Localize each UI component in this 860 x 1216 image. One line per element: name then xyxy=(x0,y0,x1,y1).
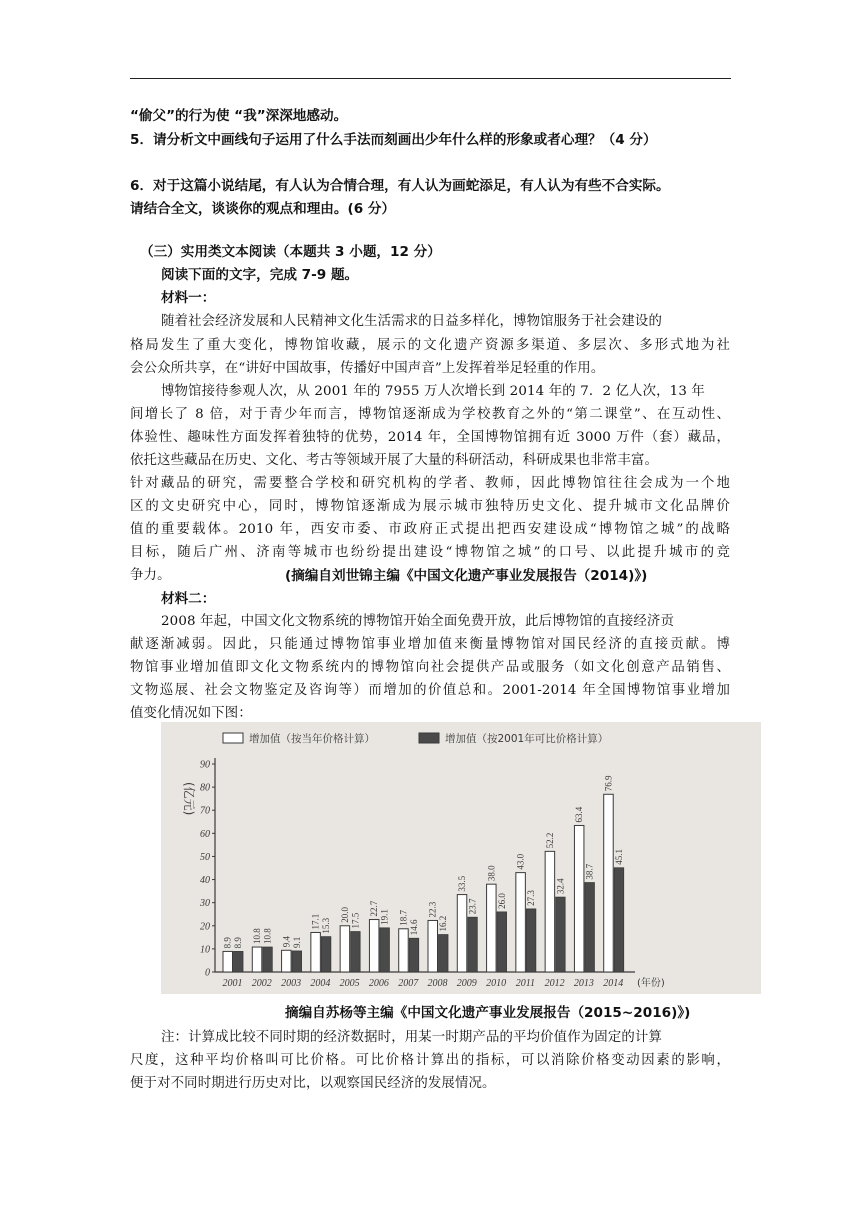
value-label-comparable-2009: 23.7 xyxy=(467,898,478,915)
bar-current-2003 xyxy=(282,950,292,972)
y-axis-label: (亿元) xyxy=(182,782,196,816)
section-3-heading: （三）实用类文本阅读（本题共 3 小题，12 分） xyxy=(140,244,441,260)
bar-current-2008 xyxy=(428,920,438,972)
value-label-comparable-2008: 16.2 xyxy=(438,915,449,932)
x-tick-label-2012: 2012 xyxy=(544,978,565,989)
y-tick-label: 60 xyxy=(200,828,210,840)
bar-current-2011 xyxy=(516,873,526,972)
material-1-p2-line-6: 区的文史研究中心，同时，博物馆逐渐成为展示城市独特历史文化、提升城市文化品牌价 xyxy=(130,499,730,514)
bar-comparable-2006 xyxy=(380,928,390,972)
bar-current-2010 xyxy=(487,884,497,972)
bar-comparable-2014 xyxy=(614,868,624,972)
material-2-p1-line-3: 物馆事业增加值即文化文物系统内的博物馆向社会提供产品或服务（如文化创意产品销售、 xyxy=(130,660,730,675)
material-2-p1-line-4: 文物巡展、社会文物鉴定及咨询等）而增加的价值总和。2001-2014 年全国博物馆事业增加 xyxy=(130,683,730,698)
value-label-comparable-2011: 27.3 xyxy=(526,890,537,906)
x-axis-label: (年份) xyxy=(637,978,665,989)
value-label-current-2009: 33.5 xyxy=(457,875,468,892)
section-instruction: 阅读下面的文字，完成 7-9 题。 xyxy=(161,267,359,283)
material-1-p2-line-3: 体验性、趣味性方面发挥着独特的优势，2014 年，全国博物馆拥有近 3000 万件（套）藏品， xyxy=(130,430,730,445)
bar-current-2009 xyxy=(457,895,467,972)
x-tick-label-2009: 2009 xyxy=(456,978,477,989)
material-1-source: (摘编自刘世锦主编《中国文化遗产事业发展报告（2014)》) xyxy=(285,568,648,584)
legend-label-1: 增加值（按当年价格计算） xyxy=(249,733,375,745)
value-label-comparable-2001: 8.9 xyxy=(233,937,244,949)
y-tick-label: 30 xyxy=(200,898,210,910)
x-tick-label-2011: 2011 xyxy=(515,978,535,989)
bar-comparable-2007 xyxy=(409,938,419,972)
chart-photo xyxy=(161,722,761,994)
legend-label-2: 增加值（按2001年可比价格计算） xyxy=(445,733,609,745)
material-1-p2-line-4: 依托这些藏品在历史、文化、考古等领域开展了大量的科研活动，科研成果也非常丰富。 xyxy=(130,453,659,468)
bar-current-2004 xyxy=(311,932,321,972)
value-label-current-2012: 52.2 xyxy=(544,832,555,849)
material-1-p2-line-1: 博物馆接待参观人次，从 2001 年的 7955 万人次增长到 2014 年的 7．2 亿人次，13 年 xyxy=(161,384,705,399)
bar-comparable-2001 xyxy=(234,951,244,972)
x-tick-label-2005: 2005 xyxy=(339,978,360,989)
material-2-p1-line-1: 2008 年起，中国文化文物系统的博物馆开始全面免费开放，此后博物馆的直接经济贡 xyxy=(161,614,675,629)
material-2-p1-line-2: 献逐渐减弱。因此，只能通过博物馆事业增加值来衡量博物馆对国民经济的直接贡献。博 xyxy=(130,637,730,652)
value-label-comparable-2007: 14.6 xyxy=(408,919,419,936)
material-1-p2-line-9: 争力。 xyxy=(130,568,171,583)
bar-current-2002 xyxy=(252,947,262,972)
note-line-1: 注：计算成比较不同时期的经济数据时，用某一时期产品的平均价值作为固定的计算 xyxy=(161,1030,663,1045)
material-1-p2-line-7: 值的重要载体。2010 年，西安市委、市政府正式提出把西安建设成“博物馆之城”的战略 xyxy=(130,522,730,537)
x-tick-label-2001: 2001 xyxy=(222,978,243,989)
material-1-p1-line-1: 随着社会经济发展和人民精神文化生活需求的日益多样化，博物馆服务于社会建设的 xyxy=(161,314,663,329)
value-label-comparable-2014: 45.1 xyxy=(613,849,624,865)
value-label-comparable-2012: 32.4 xyxy=(555,878,566,895)
bar-comparable-2003 xyxy=(292,951,302,972)
material-2-heading: 材料二： xyxy=(161,591,216,607)
bar-chart xyxy=(161,722,761,994)
y-tick-label: 20 xyxy=(200,921,210,933)
bar-current-2012 xyxy=(545,851,555,972)
material-2-p1-line-5: 值变化情况如下图： xyxy=(130,706,252,721)
bar-comparable-2010 xyxy=(497,912,507,972)
material-1-p1-line-3: 会公众所共享，在“讲好中国故事，传播好中国声音”上发挥着举足轻重的作用。 xyxy=(130,361,605,376)
material-1-p2-line-5: 针对藏品的研究，需要整合学校和研究机构的学者、教师，因此博物馆往往会成为一个地 xyxy=(130,476,730,491)
bar-current-2007 xyxy=(399,929,409,972)
y-tick-label: 0 xyxy=(205,967,210,979)
value-label-comparable-2002: 10.8 xyxy=(262,928,273,945)
x-tick-label-2010: 2010 xyxy=(486,978,507,989)
value-label-current-2008: 22.3 xyxy=(427,901,438,918)
value-label-current-2002: 10.8 xyxy=(252,928,263,945)
x-tick-label-2013: 2013 xyxy=(573,978,594,989)
value-label-current-2005: 20.0 xyxy=(339,907,350,923)
material-1-p2-line-2: 间增长了 8 倍，对于青少年而言，博物馆逐渐成为学校教育之外的“第二课堂”、在互动性、 xyxy=(130,407,730,422)
value-label-comparable-2004: 15.3 xyxy=(321,917,332,934)
bar-current-2001 xyxy=(223,951,233,972)
y-tick-label: 90 xyxy=(200,759,210,771)
value-label-comparable-2010: 26.0 xyxy=(496,893,507,909)
material-2-source: 摘编自苏杨等主编《中国文化遗产事业发展报告（2015~2016)》) xyxy=(285,1005,691,1021)
value-label-current-2013: 63.4 xyxy=(574,806,585,823)
bar-comparable-2012 xyxy=(556,897,566,972)
bar-current-2013 xyxy=(574,825,584,972)
material-1-heading: 材料一： xyxy=(161,290,216,306)
bar-comparable-2008 xyxy=(439,935,449,972)
bar-comparable-2004 xyxy=(321,937,331,972)
x-tick-label-2008: 2008 xyxy=(427,978,448,989)
value-label-current-2004: 17.1 xyxy=(310,913,321,930)
bar-comparable-2011 xyxy=(526,909,536,972)
x-tick-label-2003: 2003 xyxy=(281,978,302,989)
value-label-comparable-2003: 9.1 xyxy=(291,936,302,948)
value-label-current-2011: 43.0 xyxy=(515,853,526,870)
x-tick-label-2007: 2007 xyxy=(398,978,419,989)
x-tick-label-2014: 2014 xyxy=(603,978,624,989)
x-tick-label-2002: 2002 xyxy=(251,978,272,989)
value-label-comparable-2006: 19.1 xyxy=(379,909,390,925)
bar-comparable-2002 xyxy=(263,947,273,972)
value-label-current-2014: 76.9 xyxy=(603,775,614,792)
x-tick-label-2006: 2006 xyxy=(368,978,389,989)
value-label-current-2003: 9.4 xyxy=(281,936,292,948)
y-tick-label: 70 xyxy=(200,805,210,817)
bar-current-2005 xyxy=(340,926,350,972)
value-label-current-2007: 18.7 xyxy=(398,910,409,926)
x-tick-label-2004: 2004 xyxy=(310,978,331,989)
story-closing-line: “偷父”的行为使 “我”深深地感动。 xyxy=(130,108,348,124)
note-line-2: 尺度，这种平均价格叫可比价格。可比价格计算出的指标，可以消除价格变动因素的影响， xyxy=(130,1053,730,1068)
value-label-comparable-2013: 38.7 xyxy=(584,863,595,880)
legend-swatch-1 xyxy=(223,733,243,743)
question-6-line-2: 请结合全文，谈谈你的观点和理由。(6 分） xyxy=(130,201,396,217)
value-label-comparable-2005: 17.5 xyxy=(350,912,361,929)
note-line-3: 便于对不同时期进行历史对比，以观察国民经济的发展情况。 xyxy=(130,1076,496,1091)
material-1-p2-line-8: 目标，随后广州、济南等城市也纷纷提出建设“博物馆之城”的口号、以此提升城市的竞 xyxy=(130,545,730,560)
bar-comparable-2005 xyxy=(351,932,361,972)
bar-current-2006 xyxy=(369,920,379,972)
y-tick-label: 40 xyxy=(200,875,210,887)
bar-comparable-2009 xyxy=(468,917,478,972)
y-tick-label: 80 xyxy=(200,782,210,794)
header-rule xyxy=(130,78,731,79)
value-label-current-2001: 8.9 xyxy=(222,937,233,949)
y-tick-label: 50 xyxy=(200,851,210,863)
material-1-p1-line-2: 格局发生了重大变化，博物馆收藏，展示的文化遗产资源多渠道、多层次、多形式地为社 xyxy=(130,338,730,353)
bar-comparable-2013 xyxy=(585,883,595,972)
question-5: 5．请分析文中画线句子运用了什么手法而刻画出少年什么样的形象或者心理？（4 分） xyxy=(130,132,657,148)
legend-swatch-2 xyxy=(419,733,439,743)
bar-current-2014 xyxy=(604,794,614,972)
value-label-current-2010: 38.0 xyxy=(486,865,497,882)
value-label-current-2006: 22.7 xyxy=(369,900,380,917)
question-6-line-1: 6．对于这篇小说结尾，有人认为合情合理，有人认为画蛇添足，有人认为有些不合实际。 xyxy=(130,178,670,194)
y-tick-label: 10 xyxy=(200,944,210,956)
